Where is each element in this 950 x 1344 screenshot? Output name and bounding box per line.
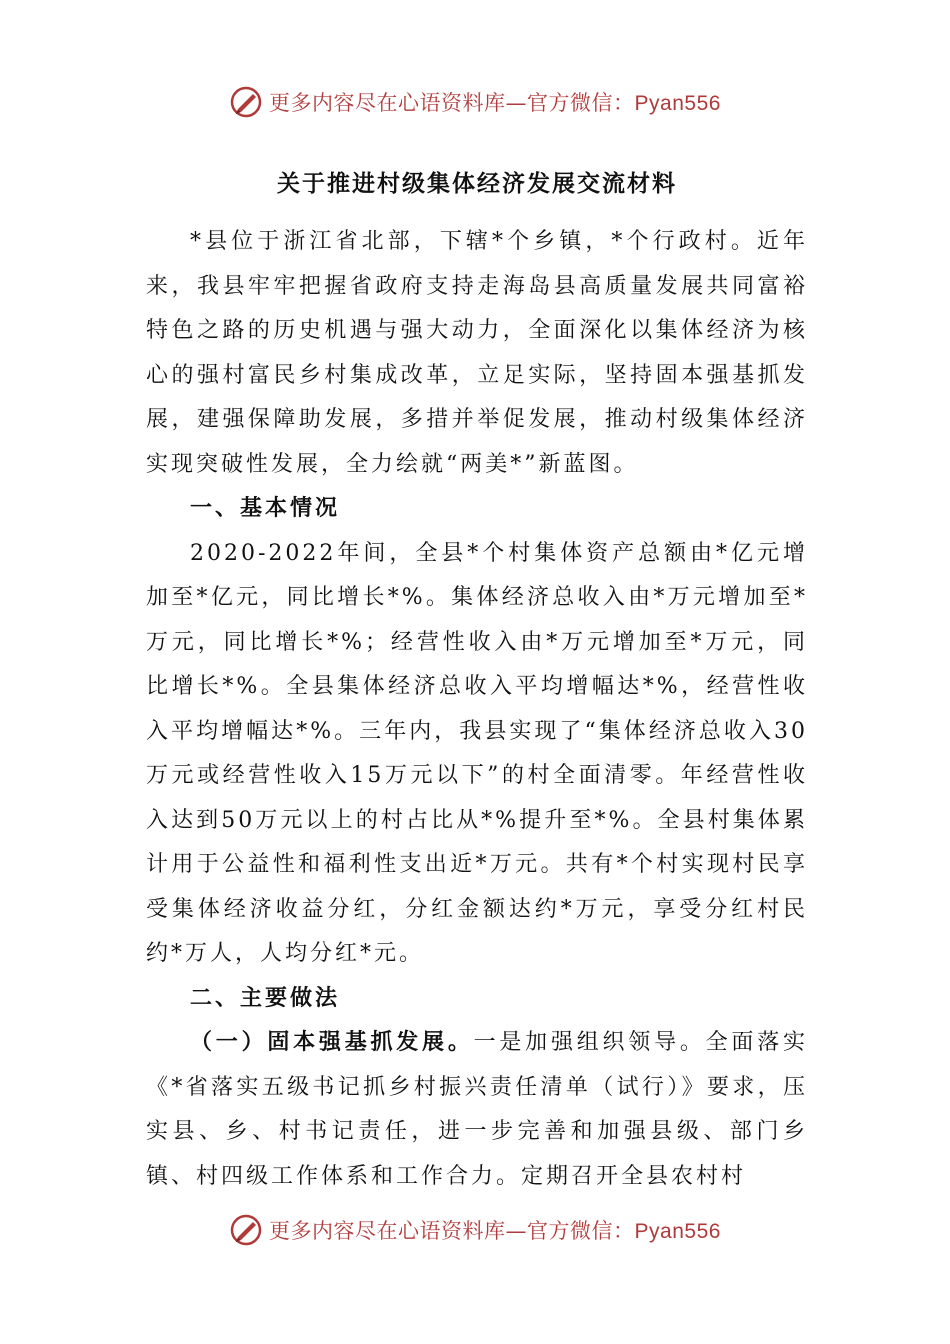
watermark-banner-top	[0, 82, 950, 122]
practice-paragraph-1	[146, 1021, 808, 1199]
watermark-text: 更多内容尽在心语资料库—官方微信：Pyan556	[269, 1219, 721, 1243]
practice-1-lead: （一）固本强基抓发展。	[190, 1030, 474, 1055]
watermark-text: 更多内容尽在心语资料库—官方微信：Pyan556	[269, 91, 721, 115]
watermark-banner-bottom	[0, 1210, 950, 1250]
intro-paragraph: *县位于浙江省北部，下辖*个乡镇，*个行政村。近年来，我县牢牢把握省政府支持走海岛县高质量发展共同富裕特色之路的历史机遇与强大动力，全面深化以集体经济为核心的强村富民乡村集成改革，立足实际，坚持固本强基抓发展，建强保障助发展，多措并举促发展，推动村级集体经济实现突破性发展，全力绘就“两美*”新蓝图。	[146, 229, 808, 477]
practice-1-body: 一是加强组织领导。全面落实《*省落实五级书记抓乡村振兴责任清单（试行）》要求，压实县、乡、村书记责任，进一步完善和加强县级、部门乡镇、村四级工作体系和工作合力。定期召开全县农村村	[146, 1030, 808, 1189]
section-heading-main-practices: 二、主要做法	[190, 985, 341, 1011]
section-heading-basic-situation: 一、基本情况	[190, 496, 341, 521]
document-body	[146, 165, 808, 1199]
pen-logo-icon	[229, 85, 263, 119]
pen-logo-icon	[229, 1213, 263, 1247]
basic-situation-paragraph: 2020-2022年间，全县*个村集体资产总额由*亿元增加至*亿元，同比增长*%。集体经济总收入由*万元增加至*万元，同比增长*%；经营性收入由*万元增加至*万元，同比增长*%。全县集体经济总收入平均增幅达*%，经营性收入平均增幅达*%。三年内，我县实现了“集体经济总收入30万元或经营性收入15万元以下”的村全面清零。年经营性收入达到50万元以上的村占比从*%提升至*%。全县村集体累计用于公益性和福利性支出近*万元。共有*个村实现村民享受集体经济收益分红，分红金额达约*万元，享受分红村民约*万人，人均分红*元。	[146, 540, 808, 966]
document-title: 关于推进村级集体经济发展交流材料	[277, 171, 677, 197]
